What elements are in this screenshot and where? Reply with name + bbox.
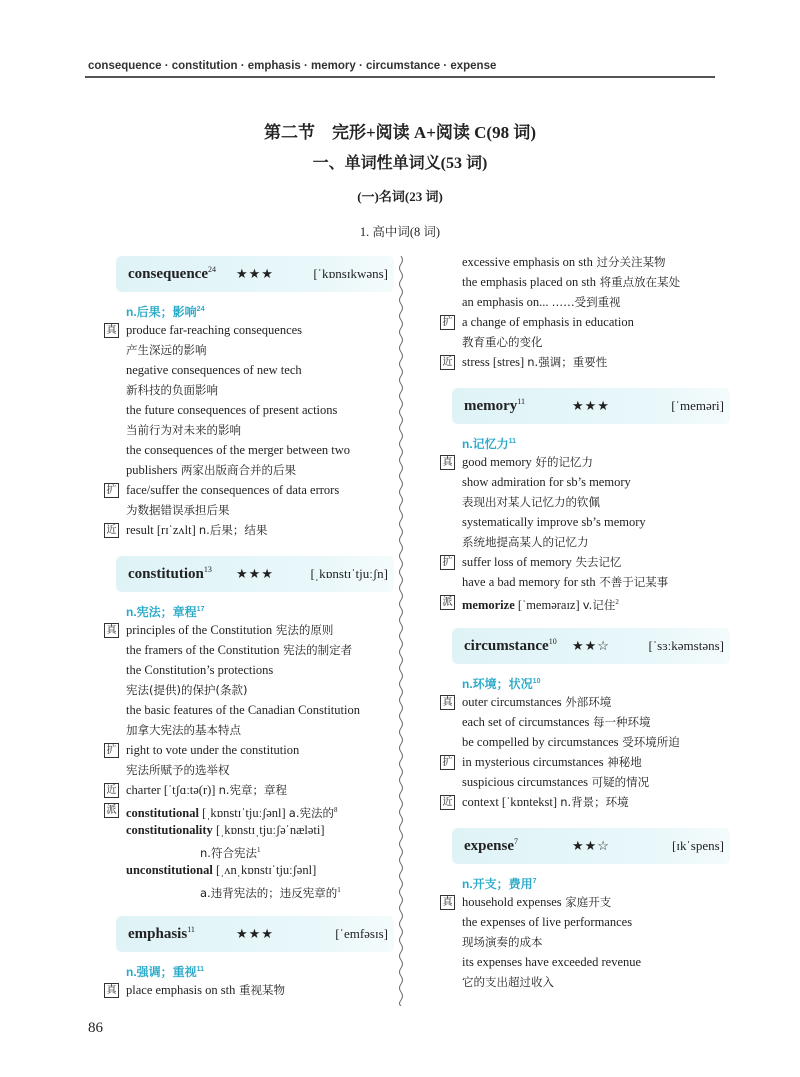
- running-head: consequence · constitution · emphasis · memory · circumstance · expense: [88, 60, 497, 72]
- meaning: n.记忆力$^{11}$: [462, 437, 517, 451]
- tag-zhen: 真: [440, 695, 455, 710]
- star-rating: ★★☆: [572, 838, 610, 853]
- example-line: the basic features of the Canadian Constitution: [126, 703, 360, 717]
- translation-line: 系统地提高某人的记忆力: [462, 535, 589, 549]
- extension-line: 扩 face/suffer the consequences of data errors: [104, 480, 394, 500]
- example-line: excessive emphasis on sth 过分关注某物: [462, 255, 666, 269]
- level-title: 1. 高中词(8 词): [359, 225, 441, 239]
- tag-kuo: 扩: [104, 743, 119, 758]
- entry-header-consequence: [116, 256, 394, 292]
- example-line: 真 outer circumstances 外部环境: [440, 692, 730, 712]
- headword: emphasis$^{11}$: [128, 925, 195, 942]
- example-line: an emphasis on... ……受到重视: [462, 295, 621, 309]
- meaning: n.强调；重视$^{11}$: [126, 965, 205, 979]
- star-rating: ★★☆: [572, 638, 610, 653]
- entry-header-constitution: [116, 556, 394, 592]
- translation-line: 当前行为对未来的影响: [126, 423, 241, 437]
- tag-kuo: 扩: [440, 755, 455, 770]
- pronunciation: [ˈmeməri]: [671, 398, 724, 413]
- tag-kuo: 扩: [440, 315, 455, 330]
- example-line: 真 place emphasis on sth 重视某物: [104, 980, 394, 1000]
- example-line: the emphasis placed on sth 将重点放在某处: [462, 275, 681, 289]
- meaning: n.开支；费用$^7$: [462, 877, 537, 891]
- headword: circumstance$^{10}$: [464, 637, 557, 654]
- headword: expense$^7$: [464, 837, 518, 854]
- derivative-meaning: a.违背宪法的；违反宪章的$^1$: [200, 886, 341, 901]
- synonym-line: 近 result [rɪˈzʌlt] n.后果；结果: [104, 520, 394, 540]
- extension-line: 扩 suffer loss of memory 失去记忆: [440, 552, 730, 572]
- tag-zhen: 真: [104, 623, 119, 638]
- meaning: n.后果；影响$^{24}$: [126, 305, 205, 319]
- translation-line: 新科技的负面影响: [126, 383, 218, 397]
- star-rating: ★★★: [236, 566, 274, 581]
- example-line: have a bad memory for sth 不善于记某事: [462, 575, 669, 589]
- derivative-meaning: n.符合宪法$^1$: [200, 846, 261, 861]
- tag-kuo: 扩: [104, 483, 119, 498]
- entry-header-emphasis: [116, 916, 394, 952]
- extension-line: 扩 right to vote under the constitution: [104, 740, 394, 760]
- column-divider: [398, 256, 404, 1006]
- star-rating: ★★★: [572, 398, 610, 413]
- synonym-line: 近 stress [stres] n.强调；重要性: [440, 352, 730, 372]
- derivative-line: unconstitutional [ˌʌnˌkɒnstɪˈtjuːʃənl]: [126, 863, 317, 877]
- extension-line: 扩 a change of emphasis in education: [440, 312, 730, 332]
- example-line: the expenses of live performances: [462, 915, 633, 929]
- tag-zhen: 真: [440, 455, 455, 470]
- subsection-title: 一、单词性单词义(53 词): [312, 155, 488, 172]
- derivative-line: constitutionality [ˌkɒnstɪˌtjuːʃəˈnæləti]: [126, 823, 325, 837]
- tag-zhen: 真: [104, 323, 119, 338]
- page-number: 86: [88, 1020, 103, 1036]
- entry-header-memory: [452, 388, 730, 424]
- tag-kuo: 扩: [440, 555, 455, 570]
- pronunciation: [ˈsɜːkəmstəns]: [648, 638, 724, 653]
- tag-jin: 近: [440, 355, 455, 370]
- pronunciation: [ɪkˈspens]: [672, 838, 724, 853]
- left-column: [104, 256, 394, 1000]
- example-line: 真 good memory 好的记忆力: [440, 452, 730, 472]
- derivative-line: 派 constitutional [ˌkɒnstɪˈtjuːʃənl] a.宪法的$^8$: [104, 800, 394, 820]
- example-line: be compelled by circumstances 受环境所迫: [462, 735, 680, 749]
- meaning: n.环境；状况$^{10}$: [462, 677, 541, 691]
- example-line: show admiration for sb’s memory: [462, 475, 631, 489]
- headword: consequence$^{24}$: [128, 265, 216, 282]
- example-line: systematically improve sb’s memory: [462, 515, 646, 529]
- entry-header-expense: [452, 828, 730, 864]
- example-line: the Constitution’s protections: [126, 663, 274, 677]
- example-line: 真 principles of the Constitution 宪法的原则: [104, 620, 394, 640]
- tag-jin: 近: [440, 795, 455, 810]
- pronunciation: [ˈkɒnsɪkwəns]: [313, 266, 388, 281]
- derivative-line: 派 memorize [ˈmeməraɪz] v.记住$^2$: [440, 592, 730, 612]
- example-line: suspicious circumstances 可疑的情况: [462, 775, 650, 789]
- extension-line: 扩 in mysterious circumstances 神秘地: [440, 752, 730, 772]
- pronunciation: [ˌkɒnstɪˈtjuːʃn]: [310, 566, 388, 581]
- example-line: 真 household expenses 家庭开支: [440, 892, 730, 912]
- translation-line: 表现出对某人记忆力的钦佩: [462, 495, 600, 509]
- tag-pai: 派: [104, 803, 119, 818]
- translation-line: 宪法所赋予的选举权: [126, 763, 230, 777]
- synonym-line: 近 charter [ˈtʃɑːtə(r)] n.宪章；章程: [104, 780, 394, 800]
- tag-zhen: 真: [440, 895, 455, 910]
- example-line: the future consequences of present actions: [126, 403, 338, 417]
- entry-header-circumstance: [452, 628, 730, 664]
- translation-line: 现场演奏的成本: [462, 935, 543, 949]
- right-column: [440, 252, 730, 992]
- translation-line: 加拿大宪法的基本特点: [126, 723, 241, 737]
- translation-line: 教育重心的变化: [462, 335, 543, 349]
- headword: constitution$^{13}$: [128, 565, 212, 582]
- translation-line: 产生深远的影响: [126, 343, 207, 357]
- star-rating: ★★★: [236, 926, 274, 941]
- example-line: the framers of the Constitution 宪法的制定者: [126, 643, 353, 657]
- tag-jin: 近: [104, 523, 119, 538]
- example-line: the consequences of the merger between two: [126, 443, 350, 457]
- example-line: its expenses have exceeded revenue: [462, 955, 642, 969]
- example-line: publishers 两家出版商合并的后果: [126, 463, 297, 477]
- headword: memory$^{11}$: [464, 397, 526, 414]
- example-line: 真 produce far-reaching consequences: [104, 320, 394, 340]
- translation-line: 它的支出超过收入: [462, 975, 554, 989]
- pronunciation: [ˈemfəsɪs]: [335, 926, 388, 941]
- tag-zhen: 真: [104, 983, 119, 998]
- category-title: (一)名词(23 词): [357, 189, 443, 204]
- section-title: 第二节 完形+阅读 A+阅读 C(98 词): [264, 123, 536, 142]
- example-line: negative consequences of new tech: [126, 363, 302, 377]
- translation-line: 宪法(提供)的保护(条款): [126, 683, 248, 697]
- example-line: each set of circumstances 每一种环境: [462, 715, 651, 729]
- synonym-line: 近 context [ˈkɒntekst] n.背景；环境: [440, 792, 730, 812]
- tag-jin: 近: [104, 783, 119, 798]
- translation-line: 为数据错误承担后果: [126, 503, 230, 517]
- star-rating: ★★★: [236, 266, 274, 281]
- header-rule: [85, 76, 715, 78]
- tag-pai: 派: [440, 595, 455, 610]
- meaning: n.宪法；章程$^{17}$: [126, 605, 205, 619]
